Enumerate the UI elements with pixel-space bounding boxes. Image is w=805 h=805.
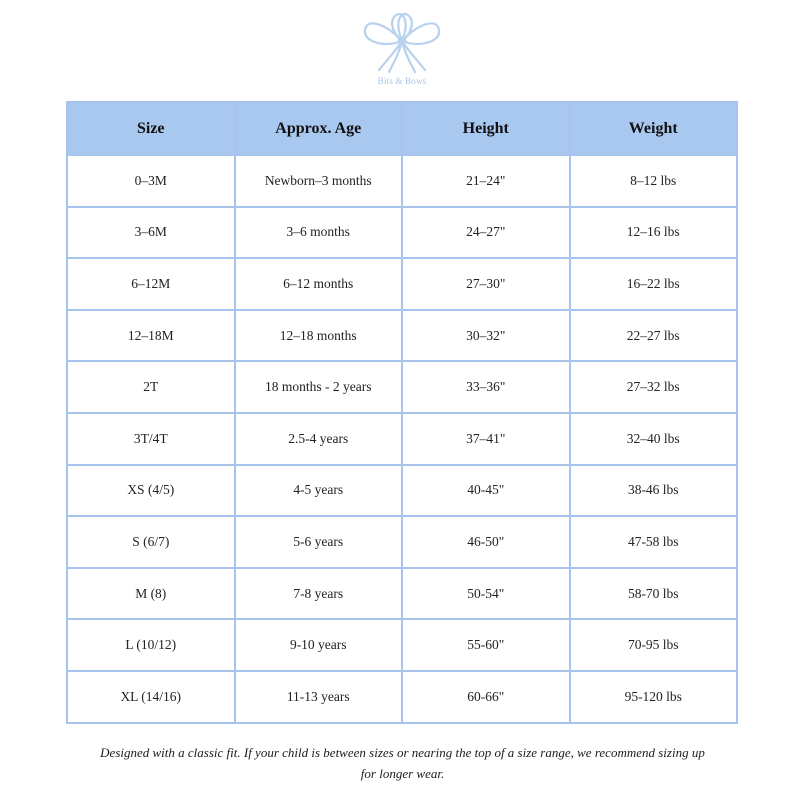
table-header	[67, 102, 737, 155]
cell-height: 37–41"	[402, 413, 570, 465]
bow-icon	[359, 8, 445, 74]
cell-weight: 32–40 lbs	[570, 413, 738, 465]
header-height: Height	[402, 102, 570, 155]
cell-age: 9-10 years	[235, 619, 403, 671]
cell-size: S (6/7)	[67, 516, 235, 568]
cell-size: 3T/4T	[67, 413, 235, 465]
cell-weight: 38-46 lbs	[570, 465, 738, 517]
cell-age: 6–12 months	[235, 258, 403, 310]
cell-weight: 12–16 lbs	[570, 207, 738, 259]
cell-height: 40-45"	[402, 465, 570, 517]
cell-height: 27–30"	[402, 258, 570, 310]
cell-size: 3–6M	[67, 207, 235, 259]
cell-age: 4-5 years	[235, 465, 403, 517]
table-row	[67, 310, 737, 362]
table-row	[67, 671, 737, 723]
cell-size: M (8)	[67, 568, 235, 620]
header-weight: Weight	[570, 102, 738, 155]
table-row	[67, 568, 737, 620]
cell-weight: 70-95 lbs	[570, 619, 738, 671]
cell-weight: 16–22 lbs	[570, 258, 738, 310]
table-row	[67, 465, 737, 517]
cell-age: 3–6 months	[235, 207, 403, 259]
cell-height: 46-50"	[402, 516, 570, 568]
cell-weight: 95-120 lbs	[570, 671, 738, 723]
header-row	[67, 102, 737, 155]
cell-age: 11-13 years	[235, 671, 403, 723]
cell-weight: 8–12 lbs	[570, 155, 738, 207]
brand-logo	[352, 8, 452, 92]
cell-age: Newborn–3 months	[235, 155, 403, 207]
cell-height: 21–24"	[402, 155, 570, 207]
cell-age: 2.5-4 years	[235, 413, 403, 465]
table-row	[67, 516, 737, 568]
cell-age: 12–18 months	[235, 310, 403, 362]
cell-size: L (10/12)	[67, 619, 235, 671]
cell-size: 0–3M	[67, 155, 235, 207]
cell-weight: 47-58 lbs	[570, 516, 738, 568]
cell-size: 2T	[67, 361, 235, 413]
table-row	[67, 361, 737, 413]
cell-size: 6–12M	[67, 258, 235, 310]
cell-height: 60-66"	[402, 671, 570, 723]
table-row	[67, 155, 737, 207]
table-row	[67, 258, 737, 310]
brand-name: Bits & Bows	[377, 76, 427, 86]
cell-height: 55-60"	[402, 619, 570, 671]
size-chart-table	[66, 101, 738, 724]
table-row	[67, 619, 737, 671]
header-size: Size	[67, 102, 235, 155]
cell-age: 18 months - 2 years	[235, 361, 403, 413]
cell-age: 7-8 years	[235, 568, 403, 620]
cell-weight: 22–27 lbs	[570, 310, 738, 362]
cell-size: 12–18M	[67, 310, 235, 362]
cell-height: 50-54"	[402, 568, 570, 620]
table-row	[67, 207, 737, 259]
cell-height: 30–32"	[402, 310, 570, 362]
table-row	[67, 413, 737, 465]
cell-size: XL (14/16)	[67, 671, 235, 723]
cell-weight: 58-70 lbs	[570, 568, 738, 620]
cell-height: 24–27"	[402, 207, 570, 259]
fit-note: Designed with a classic fit. If your child is between sizes or nearing the top of a size range, we recommend sizing up for longer wear.	[100, 745, 705, 781]
table-body	[67, 155, 737, 723]
cell-weight: 27–32 lbs	[570, 361, 738, 413]
cell-size: XS (4/5)	[67, 465, 235, 517]
cell-age: 5-6 years	[235, 516, 403, 568]
header-approx-age: Approx. Age	[235, 102, 403, 155]
cell-height: 33–36"	[402, 361, 570, 413]
